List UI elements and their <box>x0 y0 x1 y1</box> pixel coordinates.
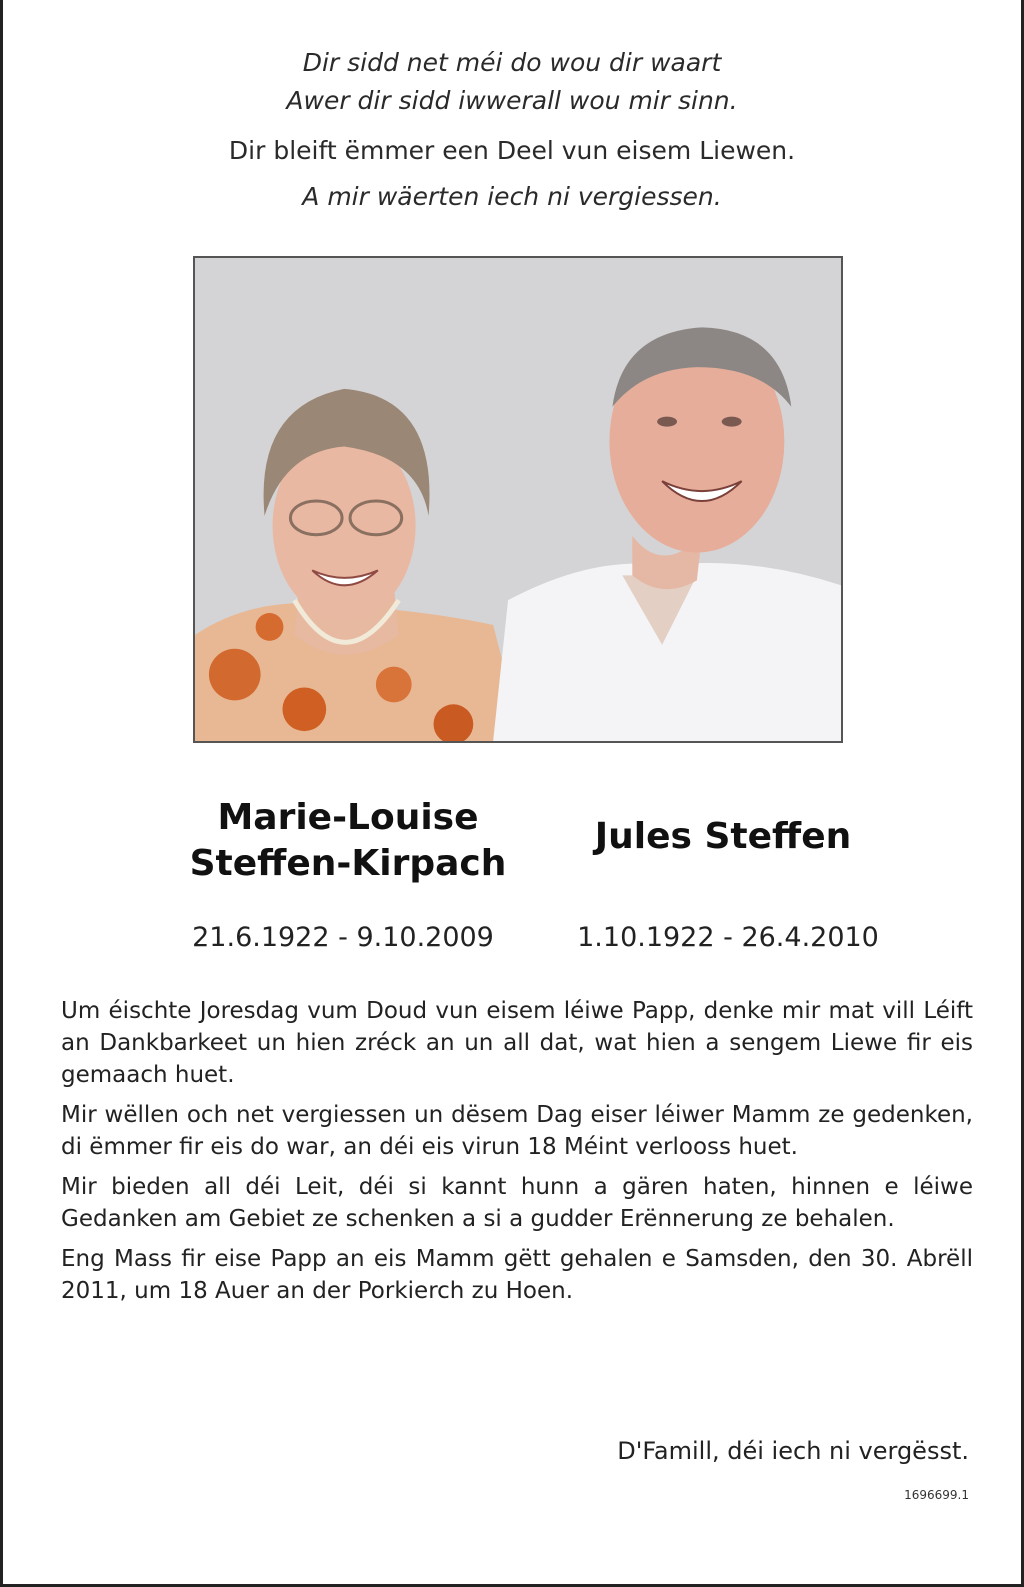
paragraph-4: Eng Mass fir eise Papp an eis Mamm gëtt gehalen e Samsden, den 30. Abrëll 2011, um 18 Auer an der Porkierch zu Hoen. <box>61 1246 973 1304</box>
person-2-name: Jules Steffen <box>594 816 852 857</box>
person-1-dates: 21.6.1922 - 9.10.2009 <box>192 922 494 953</box>
person-1-name-line-2: Steffen-Kirpach <box>189 843 507 884</box>
person-1-name <box>183 795 513 887</box>
reference-number: 1696699.1 <box>904 1488 969 1502</box>
person-2-dates: 1.10.1922 - 26.4.2010 <box>577 922 879 953</box>
couple-photo-illustration <box>195 258 841 741</box>
verse-line-3: Dir bleift ëmmer een Deel vun eisem Liewen. <box>228 136 796 165</box>
verse-line-2: Awer dir sidd iwwerall wou mir sinn. <box>286 86 738 115</box>
couple-photo <box>193 256 843 743</box>
paragraph-3: Mir bieden all déi Leit, déi si kannt hunn a gären haten, hinnen e léiwe Gedanken am Gebiet ze schenken a si a gudder Erënnerung ze behalen. <box>61 1174 973 1232</box>
paragraph-1: Um éischte Joresdag vum Doud vun eisem léiwe Papp, denke mir mat vill Léift an Dankbarkeet un hien zréck an un all dat, wat hien a sengem Liewe fir eis gemaach huet. <box>61 998 973 1088</box>
verse-line-4: A mir wäerten iech ni vergiessen. <box>302 182 722 211</box>
paragraph-2: Mir wëllen och net vergiessen un dësem Dag eiser léiwer Mamm ze gedenken, di ëmmer fir eis do war, an déi eis virun 18 Méint verlooss huet. <box>61 1102 973 1160</box>
family-signature: D'Famill, déi iech ni vergësst. <box>617 1437 969 1465</box>
person-1-name-line-1: Marie-Louise <box>217 797 479 838</box>
verse-line-1: Dir sidd net méi do wou dir waart <box>302 48 722 77</box>
notice-text <box>61 995 973 1315</box>
